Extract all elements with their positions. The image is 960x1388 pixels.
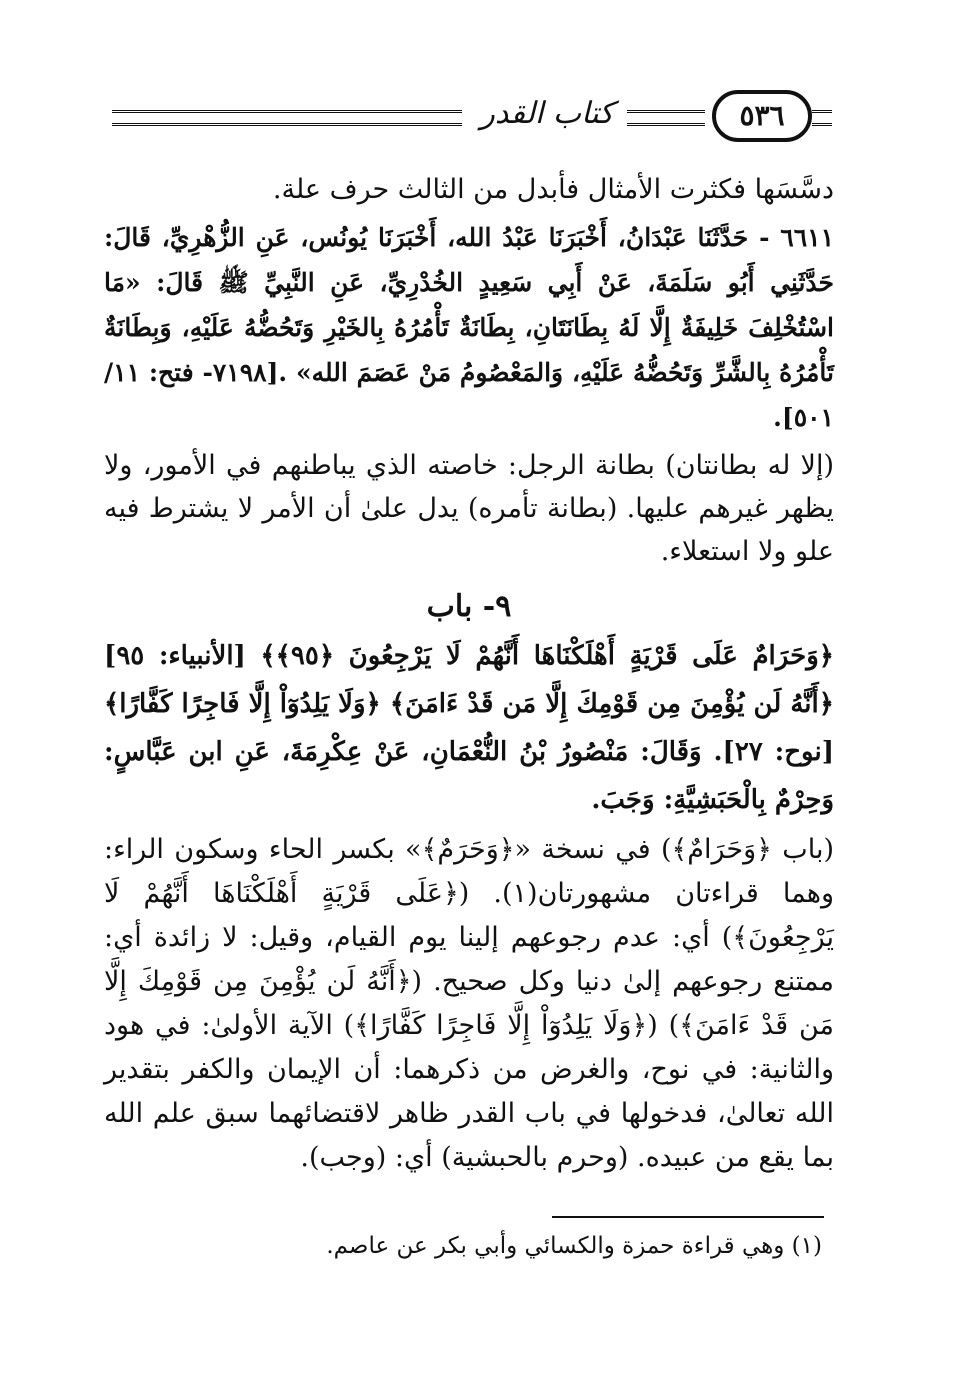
footnote-separator xyxy=(552,1216,824,1218)
opening-paragraph: دسَّسَها فكثرت الأمثال فأبدل من الثالث حرف علة. xyxy=(272,174,834,205)
header-rule-left xyxy=(112,110,462,126)
explanation-paragraph: (إلا له بطانتان) بطانة الرجل: خاصته الذي يباطنهم في الأمور، ولا يظهر غيرهم عليها. (بطانة تأمره) يدل علىٰ أن الأمر لا يشترط فيه علو ولا استعلاء. xyxy=(104,450,834,567)
page-header xyxy=(112,88,832,152)
page-number: ٥٣٦ xyxy=(712,90,812,142)
header-rule-middle xyxy=(627,110,705,126)
page-body xyxy=(104,168,834,1184)
quran-verses: ﴿وَحَرَامٌ عَلَى قَرْيَةٍ أَهْلَكْنَاهَا أَنَّهُمْ لَا يَرْجِعُونَ ﴿٩٥﴾﴾ [الأنبياء: ٩٥] ﴿أَنَّهُ لَن يُؤْمِنَ مِن قَوْمِكَ إِلَّا مَن قَدْ ءَامَنَ﴾ ﴿وَلَا يَلِدُوٓاْ إِلَّا فَاجِرًا كَفَّارًا﴾ [نوح: ٢٧]. وَقَالَ: مَنْصُورُ بْنُ النُّعْمَانِ، عَنْ عِكْرِمَةَ، عَنِ ابن عَبَّاسٍ: وَحِرْمٌ بِالْحَبَشِيَّةِ: وَجَبَ. xyxy=(104,641,835,815)
footnote: (١) وهي قراءة حمزة والكسائي وأبي بكر عن عاصم. xyxy=(326,1233,822,1259)
section-heading: ٩- باب xyxy=(426,589,512,624)
commentary-paragraph: (باب ﴿وَحَرَامٌ﴾) في نسخة «﴿وَحَرَمٌ﴾» بكسر الحاء وسكون الراء: وهما قراءتان مشهورتان(١). (﴿عَلَى قَرْيَةٍ أَهْلَكْنَاهَا أَنَّهُمْ لَا يَرْجِعُونَ﴾) أي: عدم رجوعهم إلينا يوم القيام، وقيل: لا زائدة أي: ممتنع رجوعهم إلىٰ دنيا وكل صحيح. (﴿أَنَّهُ لَن يُؤْمِنَ مِن قَوْمِكَ إِلَّا مَن قَدْ ءَامَنَ﴾) (﴿وَلَا يَلِدُوٓاْ إِلَّا فَاجِرًا كَفَّارًا﴾) الآية الأولىٰ: في هود والثانية: في نوح، والغرض من ذكرهما: أن الإيمان والكفر بتقدير الله تعالىٰ، فدخولها في باب القدر ظاهر لاقتضائهما سبق علم الله بما يقع من عبيده. (وحرم بالحبشية) أي: (وجب). xyxy=(104,834,834,1173)
chapter-title: كتاب القدر xyxy=(480,96,614,131)
hadith-text: ٦٦١١ - حَدَّثَنَا عَبْدَانُ، أَخْبَرَنَا عَبْدُ الله، أَخْبَرَنَا يُونُس، عَنِ الزُّهْرِيِّ، قَالَ: حَدَّثَنِي أَبُو سَلَمَةَ، عَنْ أَبِي سَعِيدٍ الخُدْرِيِّ، عَنِ النَّبِيِّ ﷺ قَالَ: «مَا اسْتُخْلِفَ خَلِيفَةٌ إِلَّا لَهُ بِطَانَتَانِ، بِطَانَةٌ تَأْمُرُهُ بِالخَيْرِ وَتَحُضُّهُ عَلَيْهِ، وَبِطَانَةٌ تَأْمُرُهُ بِالشَّرِّ وَتَحُضُّهُ عَلَيْهِ، وَالمَعْصُومُ مَنْ عَصَمَ الله» .[٧١٩٨- فتح: ١١/ ٥٠١]. xyxy=(104,223,834,432)
header-rule-right xyxy=(812,110,832,126)
